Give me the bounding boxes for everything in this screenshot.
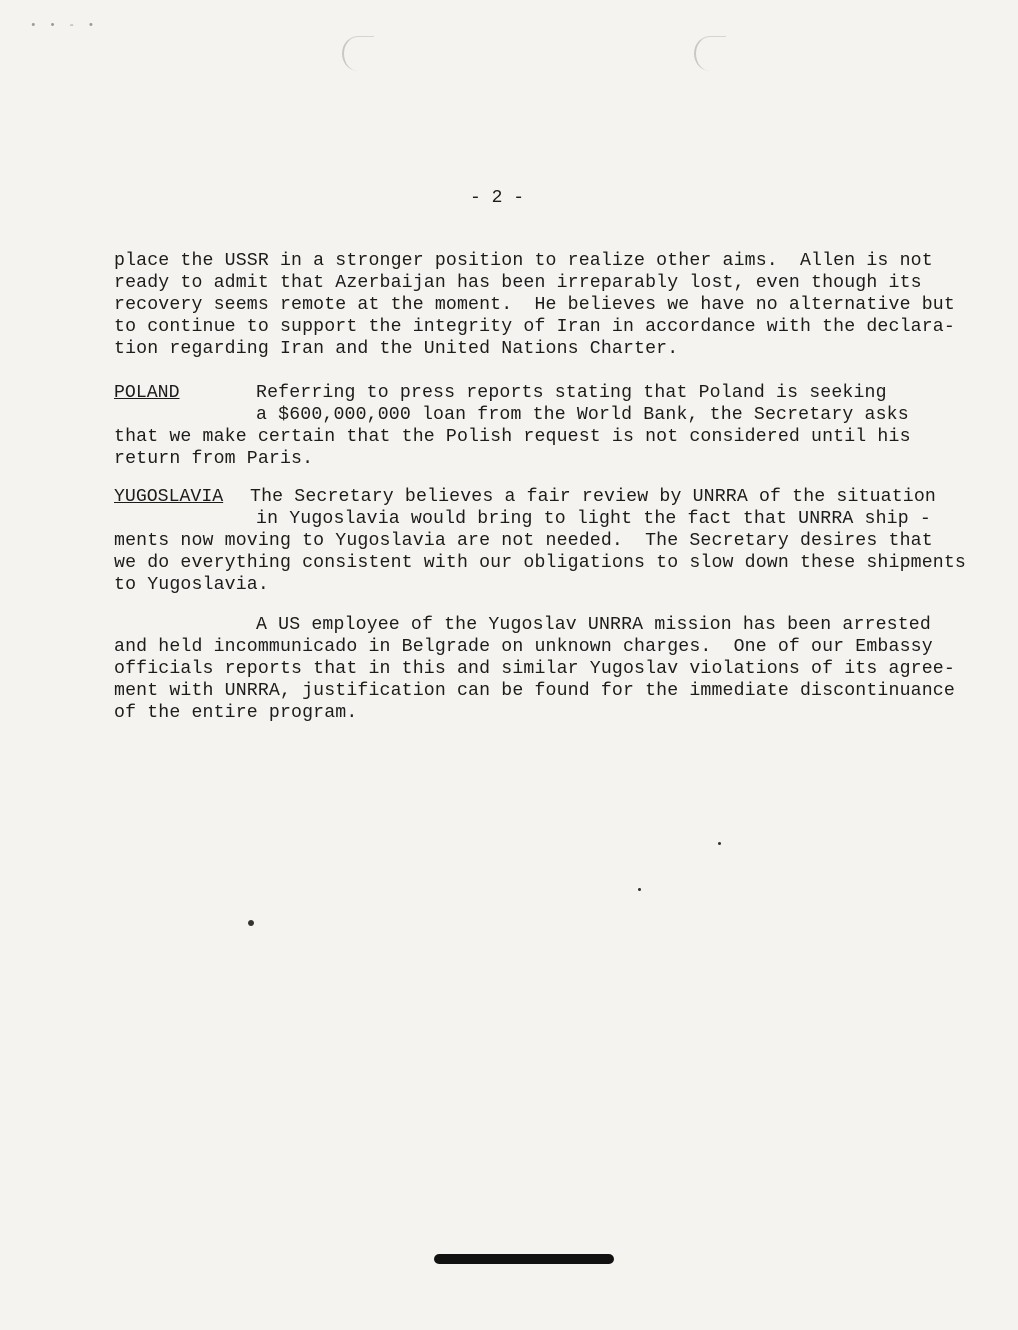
poland-line-4: return from Paris. (114, 449, 314, 469)
poland-line-3: that we make certain that the Polish request is not considered until his (114, 427, 911, 447)
punch-hole-right (694, 36, 726, 71)
iran-line-2: ready to admit that Azerbaijan has been irreparably lost, even though its (114, 273, 922, 293)
yugoslavia-p2-line-3: officials reports that in this and similar Yugoslav violations of its agree- (114, 659, 955, 679)
yugoslavia-p2-line-2: and held incommunicado in Belgrade on unknown charges. One of our Embassy (114, 637, 933, 657)
poland-line-1: Referring to press reports stating that Poland is seeking (256, 383, 887, 403)
yugoslavia-line-1: The Secretary believes a fair review by UNRRA of the situation (250, 487, 936, 507)
yugoslavia-line-3: ments now moving to Yugoslavia are not needed. The Secretary desires that (114, 531, 933, 551)
ink-speck (248, 920, 254, 926)
iran-line-3: recovery seems remote at the moment. He believes we have no alternative but (114, 295, 955, 315)
yugoslavia-line-2: in Yugoslavia would bring to light the fact that UNRRA ship - (256, 509, 931, 529)
corner-marks: • • - • (30, 20, 98, 32)
yugoslavia-heading: YUGOSLAVIA (114, 487, 224, 507)
yugoslavia-p2-line-1: A US employee of the Yugoslav UNRRA mission has been arrested (256, 615, 931, 635)
ink-speck (718, 842, 721, 845)
yugoslavia-p2-line-4: ment with UNRRA, justification can be found for the immediate discontinuance (114, 681, 955, 701)
punch-hole-left (342, 36, 374, 71)
yugoslavia-line-5: to Yugoslavia. (114, 575, 269, 595)
poland-line-2: a $600,000,000 loan from the World Bank, the Secretary asks (256, 405, 909, 425)
poland-heading: POLAND (114, 383, 180, 403)
iran-line-5: tion regarding Iran and the United Nations Charter. (114, 339, 679, 359)
ink-speck (638, 888, 641, 891)
yugoslavia-p2-line-5: of the entire program. (114, 703, 358, 723)
page-number: - 2 - (470, 188, 525, 208)
iran-line-1: place the USSR in a stronger position to realize other aims. Allen is not (114, 251, 933, 271)
yugoslavia-line-4: we do everything consistent with our obligations to slow down these shipments (114, 553, 966, 573)
iran-line-4: to continue to support the integrity of Iran in accordance with the declara- (114, 317, 955, 337)
redaction-bar (434, 1254, 614, 1264)
